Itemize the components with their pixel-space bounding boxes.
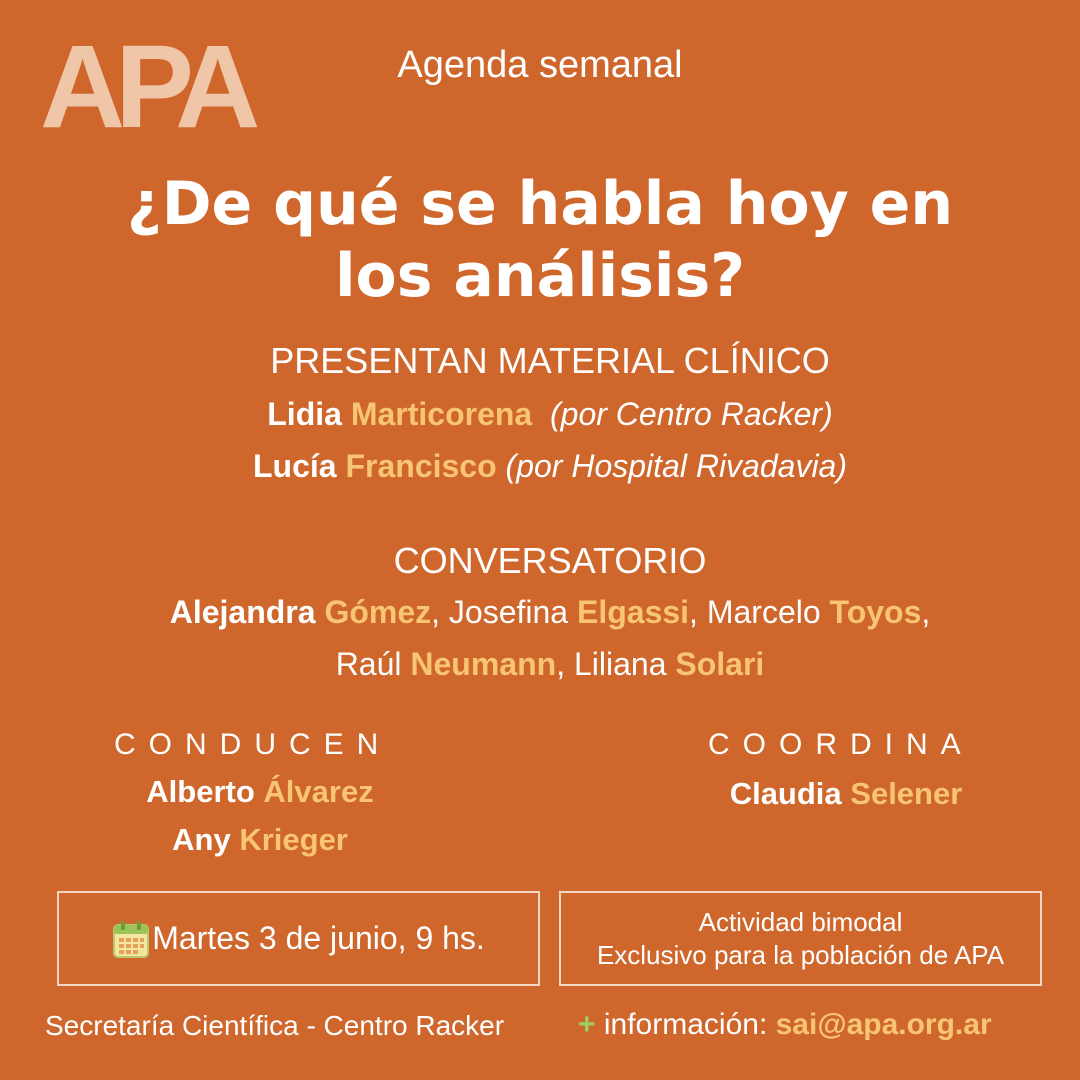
panelist-last-name: Neumann (410, 646, 557, 682)
apa-logo: APA (40, 21, 251, 153)
coordinator-last-name: Selener (850, 776, 963, 811)
agenda-subtitle: Agenda semanal (397, 44, 683, 86)
info-box (559, 891, 1042, 986)
presentan-title: PRESENTAN MATERIAL CLÍNICO (270, 340, 830, 381)
panelist-first-name: Liliana (573, 646, 667, 682)
date-text: Martes 3 de junio, 9 hs. (152, 920, 485, 956)
panelist-last-name: Solari (675, 646, 765, 682)
conversatorio-row-1: Alejandra Gómez, Josefina Elgassi, Marcelo Toyos, (169, 594, 931, 630)
host-first-name: Alberto (146, 774, 255, 809)
presenter-affiliation: (por Centro Racker) (549, 396, 833, 432)
presenter-last-name: Francisco (345, 448, 497, 484)
coordina-title: COORDINA (708, 728, 974, 761)
conversatorio-row-2: Raúl Neumann, Liliana Solari (335, 646, 765, 682)
presenter-row (0, 448, 1080, 485)
conducen-title: CONDUCEN (114, 728, 392, 761)
email-link[interactable]: sai@apa.org.ar (775, 1008, 992, 1041)
host-last-name: Álvarez (263, 774, 374, 809)
conversatorio-title: CONVERSATORIO (393, 540, 707, 581)
headline (0, 168, 1080, 312)
plus-icon: + (578, 1008, 596, 1041)
info-line-1: Actividad bimodal (698, 906, 903, 937)
panelist-first-name: Marcelo (706, 594, 821, 630)
calendar-icon (112, 919, 150, 959)
host-first-name: Any (172, 822, 231, 857)
info-line-2: Exclusivo para la población de APA (596, 939, 1005, 970)
panelist-first-name: Alejandra (169, 594, 316, 630)
panelist-first-name: Josefina (448, 594, 569, 630)
panelist-last-name: Elgassi (576, 594, 690, 630)
presenter-affiliation: (por Hospital Rivadavia) (505, 448, 847, 484)
footer-secretaria: Secretaría Científica - Centro Racker (45, 1010, 505, 1041)
conducen-row (60, 822, 460, 858)
date-box (57, 891, 540, 986)
headline-line-1: ¿De qué se habla hoy en (126, 169, 954, 239)
conducen-row (60, 774, 460, 810)
headline-line-2: los análisis? (334, 241, 745, 311)
footer-info (578, 1008, 992, 1042)
coordina-row (646, 776, 1046, 812)
panelist-first-name: Raúl (335, 646, 402, 682)
coordinator-first-name: Claudia (729, 776, 842, 811)
presenter-first-name: Lucía (253, 448, 337, 484)
info-label: información: (603, 1008, 768, 1041)
presenter-row (0, 396, 1080, 433)
panelist-last-name: Gómez (324, 594, 432, 630)
panelist-last-name: Toyos (829, 594, 922, 630)
presenter-first-name: Lidia (267, 396, 342, 432)
presenter-last-name: Marticorena (350, 396, 533, 432)
host-last-name: Krieger (239, 822, 348, 857)
